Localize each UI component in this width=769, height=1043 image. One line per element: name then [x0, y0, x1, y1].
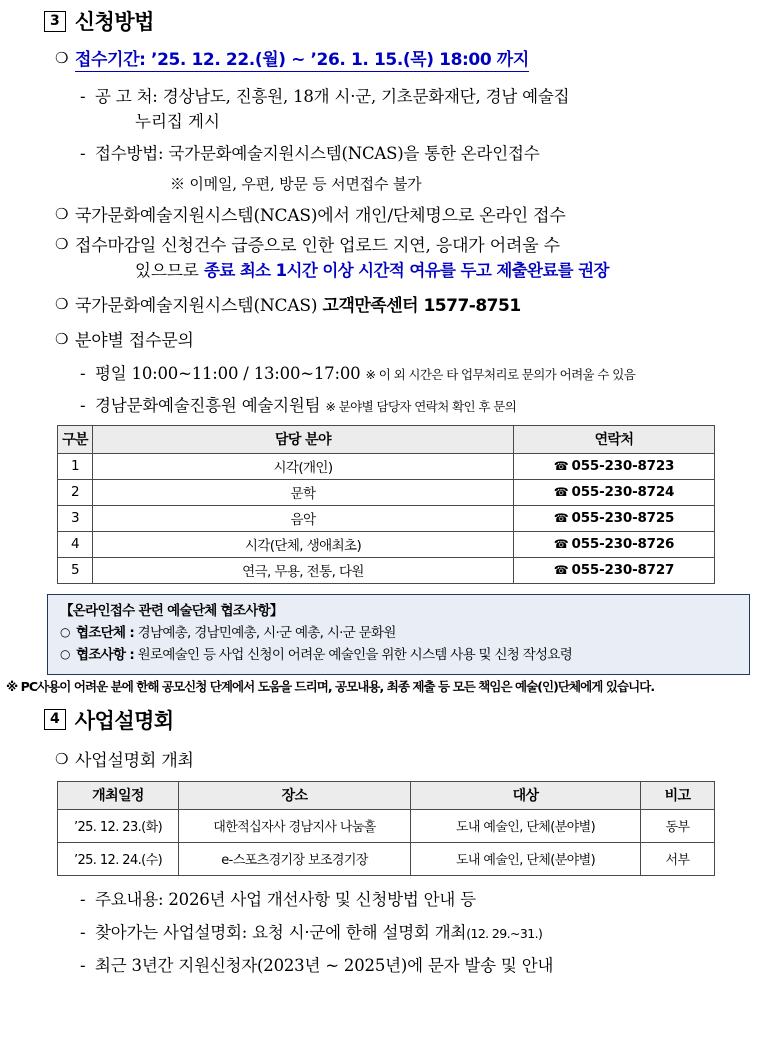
- cell-tel: [514, 454, 715, 480]
- deadline-warning-line1: 접수마감일 신청건수 급증으로 인한 업로드 지연, 응대가 어려울 수: [75, 236, 560, 257]
- field-inquiry-hours: [0, 362, 769, 387]
- tel-number: 055-230-8727: [571, 562, 675, 579]
- cell-place: 대한적십자사 경남지사 나눔홀: [179, 810, 411, 843]
- callout-row-label: 협조단체 :: [76, 624, 135, 641]
- table-row: [58, 506, 715, 532]
- cell-no: 1: [58, 454, 93, 480]
- bullet-mark-circle: ❍: [55, 235, 69, 254]
- notice-place-line2: 누리집 게시: [135, 111, 220, 131]
- tel-number: 055-230-8726: [571, 536, 675, 553]
- briefing-detail-date-range: (12. 29.~31.): [466, 926, 543, 942]
- apply-method-text: 접수방법: 국가문화예술지원시스템(NCAS)을 통한 온라인접수: [95, 144, 540, 164]
- telephone-icon: ☎: [553, 537, 569, 552]
- col-header-note: 비고: [641, 782, 715, 810]
- briefing-hold-text: 사업설명회 개최: [75, 750, 194, 771]
- bullet-mark-circle: ❍: [55, 49, 69, 67]
- bullet-mark-dash: -: [80, 86, 86, 106]
- col-header-place: 장소: [179, 782, 411, 810]
- table-row: [58, 480, 715, 506]
- briefing-detail-main-content: [0, 888, 769, 913]
- cell-tel: [514, 532, 715, 558]
- cell-no: 4: [58, 532, 93, 558]
- bullet-briefing-hold: [0, 749, 769, 774]
- telephone-icon: ☎: [553, 511, 569, 526]
- bullet-mark-dash: -: [80, 363, 86, 383]
- bullet-mark-circle: ❍: [55, 204, 69, 223]
- cell-target: 도내 예술인, 단체(분야별): [411, 843, 641, 876]
- telephone-icon: ☎: [553, 485, 569, 500]
- cooperation-callout-box: [47, 594, 750, 675]
- section-heading-3: [0, 6, 769, 36]
- callout-row: [60, 645, 737, 667]
- notice-place-label: 공 고 처:: [95, 86, 158, 106]
- callout-row-text: 원로예술인 등 사업 신청이 어려운 예술인을 위한 시스템 사용 및 신청 작성요령: [134, 646, 573, 663]
- table-row: [58, 843, 715, 876]
- field-inquiry-hours-note: ※ 이 외 시간은 타 업무처리로 문의가 어려울 수 있음: [365, 366, 636, 382]
- bullet-ncas-online: [0, 204, 769, 229]
- bullet-mark-dash: -: [80, 955, 86, 975]
- cell-date: ’25. 12. 23.(화): [58, 810, 179, 843]
- deadline-warning-prefix: 있으므로: [135, 261, 205, 281]
- ncas-online-text: 국가문화예술지원시스템(NCAS)에서 개인/단체명으로 온라인 접수: [75, 205, 566, 226]
- col-header-date: 개최일정: [58, 782, 179, 810]
- bullet-deadline-warning: [0, 234, 769, 259]
- briefing-detail-sms: [0, 954, 769, 979]
- cell-area: 문학: [93, 480, 514, 506]
- pc-usage-footnote: ※ PC사용이 어려운 분에 한해 공모신청 단계에서 도움을 드리며, 공모내용, 최종 제출 등 모든 책임은 예술(인)단체에게 있습니다.: [6, 678, 655, 694]
- cell-note: 동부: [641, 810, 715, 843]
- notice-place-line1: 경상남도, 진흥원, 18개 시·군, 기초문화재단, 경남 예술집: [162, 86, 570, 106]
- bullet-call-center: [0, 294, 769, 319]
- call-center-prefix: 국가문화예술지원시스템(NCAS): [75, 295, 323, 316]
- apply-method-note: ※ 이메일, 우편, 방문 등 서면접수 불가: [170, 175, 422, 194]
- bullet-mark-circle: ❍: [55, 329, 69, 348]
- callout-row-text: 경남예총, 경남민예총, 시·군 예총, 시·군 문화원: [134, 624, 396, 641]
- cell-area: 시각(개인): [93, 454, 514, 480]
- cell-place: e-스포츠경기장 보조경기장: [179, 843, 411, 876]
- cell-tel: [514, 558, 715, 584]
- deadline-warning-highlight: 종료 최소 1시간 이상 시간적 여유를 두고 제출완료를 권장: [204, 261, 609, 281]
- field-inquiry-team: [0, 394, 769, 419]
- cell-target: 도내 예술인, 단체(분야별): [411, 810, 641, 843]
- section-title-briefing: 사업설명회: [74, 708, 174, 733]
- cell-area: 시각(단체, 생애최초): [93, 532, 514, 558]
- field-inquiry-hours-main: 평일 10:00~11:00 / 13:00~17:00: [95, 363, 366, 383]
- telephone-icon: ☎: [553, 563, 569, 578]
- bullet-apply-method: [0, 142, 769, 167]
- bullet-mark-circle: ❍: [55, 294, 69, 313]
- bullet-application-period: [0, 48, 769, 73]
- tel-number: 055-230-8725: [571, 510, 675, 527]
- bullet-mark-dash: -: [80, 396, 86, 416]
- col-header-tel: 연락처: [514, 426, 715, 454]
- section-number-badge: 3: [44, 11, 66, 32]
- tel-number: 055-230-8723: [571, 458, 675, 475]
- cell-no: 5: [58, 558, 93, 584]
- field-inquiry-text: 분야별 접수문의: [75, 330, 194, 351]
- cell-area: 연극, 무용, 전통, 다원: [93, 558, 514, 584]
- contact-table: [57, 425, 715, 584]
- bullet-notice-place: [0, 85, 769, 110]
- table-row: [58, 532, 715, 558]
- field-inquiry-team-main: 경남문화예술진흥원 예술지원팀: [95, 396, 326, 416]
- table-row: [58, 454, 715, 480]
- cell-tel: [514, 480, 715, 506]
- section-heading-4: [0, 705, 769, 735]
- bullet-mark-circle: ❍: [55, 749, 69, 768]
- table-header-row: [58, 426, 715, 454]
- callout-bullet-mark: ○: [60, 624, 70, 639]
- table-header-row: [58, 782, 715, 810]
- briefing-detail-text: 주요내용: 2026년 사업 개선사항 및 신청방법 안내 등: [95, 890, 476, 910]
- cell-date: ’25. 12. 24.(수): [58, 843, 179, 876]
- briefing-detail-text: 찾아가는 사업설명회: 요청 시·군에 한해 설명회 개최: [95, 923, 467, 943]
- bullet-field-inquiry: [0, 329, 769, 354]
- callout-row-label: 협조사항 :: [76, 646, 135, 663]
- callout-row: [60, 623, 737, 645]
- bullet-mark-dash: -: [80, 890, 86, 910]
- section-number-badge: 4: [44, 709, 66, 730]
- table-row: [58, 810, 715, 843]
- briefing-table: [57, 781, 715, 876]
- page-title: 신청방법: [74, 10, 154, 34]
- cell-tel: [514, 506, 715, 532]
- briefing-detail-outreach: [0, 921, 769, 946]
- application-period-text: 접수기간: ’25. 12. 22.(월) ~ ’26. 1. 15.(목) 18:00 까지: [75, 50, 529, 70]
- callout-title: 【온라인접수 관련 예술단체 협조사항】: [60, 603, 283, 620]
- table-row: [58, 558, 715, 584]
- col-header-target: 대상: [411, 782, 641, 810]
- col-header-area: 담당 분야: [93, 426, 514, 454]
- deadline-warning-line2: [0, 259, 769, 284]
- cell-no: 2: [58, 480, 93, 506]
- col-header-no: 구분: [58, 426, 93, 454]
- telephone-icon: ☎: [553, 459, 569, 474]
- field-inquiry-team-note: ※ 분야별 담당자 연락처 확인 후 문의: [325, 399, 517, 415]
- call-center-number: 고객만족센터 1577-8751: [322, 295, 521, 316]
- bullet-mark-dash: -: [80, 923, 86, 943]
- bullet-mark-dash: -: [80, 144, 86, 164]
- briefing-detail-text: 최근 3년간 지원신청자(2023년 ~ 2025년)에 문자 발송 및 안내: [95, 955, 554, 975]
- cell-area: 음악: [93, 506, 514, 532]
- callout-bullet-mark: ○: [60, 646, 70, 661]
- cell-note: 서부: [641, 843, 715, 876]
- tel-number: 055-230-8724: [571, 484, 675, 501]
- cell-no: 3: [58, 506, 93, 532]
